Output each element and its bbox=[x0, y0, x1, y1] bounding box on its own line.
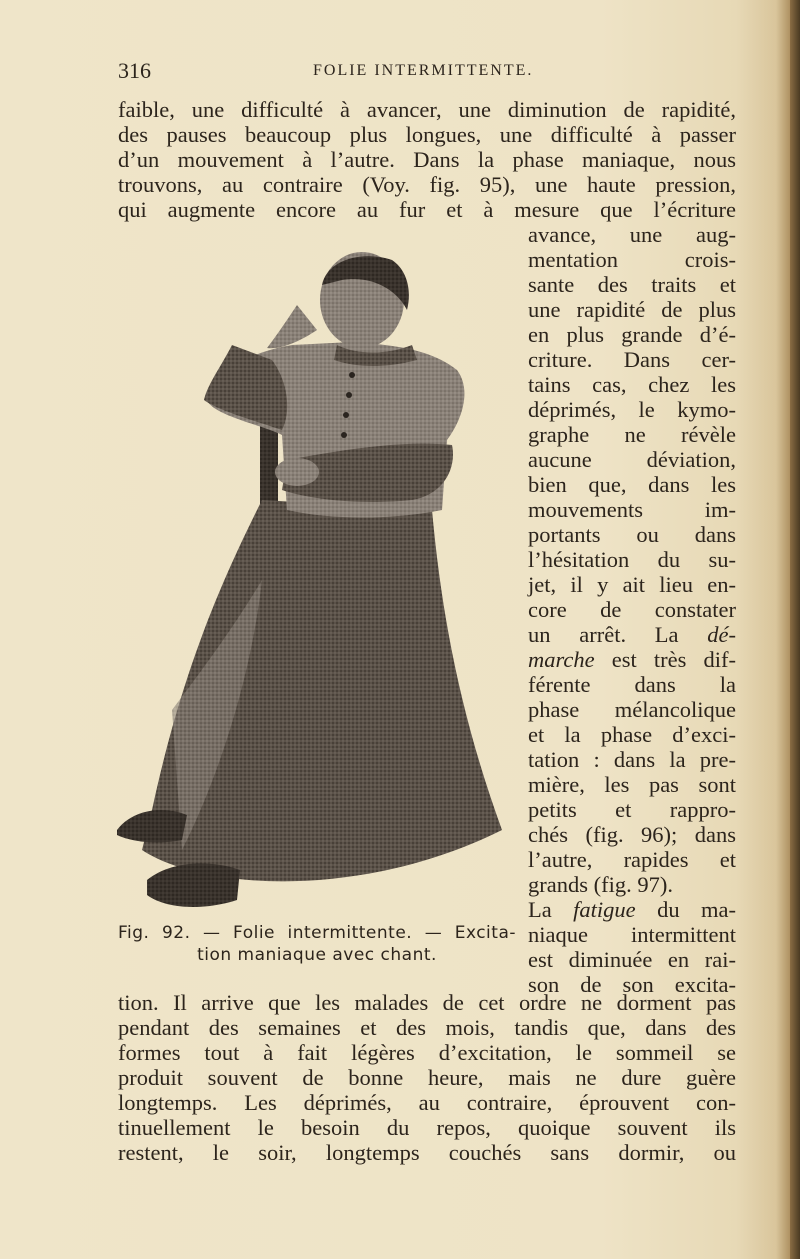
text-line: marche est très dif- bbox=[528, 647, 736, 672]
text-line: chés (fig. 96); dans bbox=[528, 822, 736, 847]
text-line: tinuellement le besoin du repos, quoique souvent ils bbox=[118, 1115, 736, 1140]
text-line: produit souvent de bonne heure, mais ne dure guère bbox=[118, 1065, 736, 1090]
text-line: tation : dans la pre- bbox=[528, 747, 736, 772]
text-line: portants ou dans bbox=[528, 522, 736, 547]
text-line: tains cas, chez les bbox=[528, 372, 736, 397]
text-line: jet, il y ait lieu en- bbox=[528, 572, 736, 597]
page-header bbox=[118, 58, 738, 88]
figure-caption-continued: tion maniaque avec chant. bbox=[197, 945, 437, 965]
text-line: La fatigue du ma- bbox=[528, 897, 737, 922]
text-line: niaque intermittent bbox=[528, 922, 736, 947]
text-line: déprimés, le kymo- bbox=[528, 397, 736, 422]
text-line: criture. Dans cer- bbox=[528, 347, 736, 372]
text-line: est diminuée en rai- bbox=[528, 947, 736, 972]
text-line: qui augmente encore au fur et à mesure que l’écriture bbox=[118, 197, 736, 222]
text-line: aucune déviation, bbox=[528, 447, 736, 472]
figure-caption: Fig. 92. — Folie intermittente. — Excita- bbox=[118, 923, 516, 943]
text-line: en plus grande d’é- bbox=[528, 322, 736, 347]
text-line: trouvons, au contraire (Voy. fig. 95), une haute pression, bbox=[118, 172, 736, 197]
text-line: formes tout à fait légères d’excitation, le sommeil se bbox=[118, 1040, 736, 1065]
text-line: mouvements im- bbox=[528, 497, 736, 522]
text-line: d’un mouvement à l’autre. Dans la phase maniaque, nous bbox=[118, 147, 736, 172]
text-line: avance, une aug- bbox=[528, 222, 736, 247]
text-line: mentation crois- bbox=[528, 247, 736, 272]
text-line: son de son excita- bbox=[528, 972, 736, 997]
text-line: l’hésitation du su- bbox=[528, 547, 736, 572]
text-line: core de constater bbox=[528, 597, 736, 622]
text-line: un arrêt. La dé- bbox=[528, 622, 736, 647]
text-line: restent, le soir, longtemps couchés sans dormir, ou bbox=[118, 1140, 736, 1165]
text-line: et la phase d’exci- bbox=[528, 722, 736, 747]
text-line: une rapidité de plus bbox=[528, 297, 736, 322]
text-line: férente dans la bbox=[528, 672, 736, 697]
text-line: phase mélancolique bbox=[528, 697, 736, 722]
running-title: FOLIE INTERMITTENTE. bbox=[313, 62, 534, 79]
text-line: faible, une difficulté à avancer, une diminution de rapidité, bbox=[118, 97, 736, 122]
emphasis: marche bbox=[528, 647, 595, 672]
emphasis: dé- bbox=[707, 622, 736, 647]
text-line: l’autre, rapides et bbox=[528, 847, 736, 872]
text-line: des pauses beaucoup plus longues, une difficulté à passer bbox=[118, 122, 736, 147]
text-line: bien que, dans les bbox=[528, 472, 736, 497]
text-line: pendant des semaines et des mois, tandis que, dans des bbox=[118, 1015, 736, 1040]
figure-seated-woman bbox=[112, 250, 512, 920]
text-line: grands (fig. 97). bbox=[528, 872, 673, 897]
text-line: tion. Il arrive que les malades de cet ordre ne dorment pas bbox=[118, 990, 736, 1015]
text-line: petits et rappro- bbox=[528, 797, 736, 822]
emphasis: fatigue bbox=[573, 897, 636, 922]
book-edge bbox=[790, 0, 800, 1259]
text-line: graphe ne révèle bbox=[528, 422, 736, 447]
text-line: longtemps. Les déprimés, au contraire, éprouvent con- bbox=[118, 1090, 736, 1115]
text-line: sante des traits et bbox=[528, 272, 736, 297]
text-line: mière, les pas sont bbox=[528, 772, 736, 797]
page-number: 316 bbox=[118, 58, 151, 83]
